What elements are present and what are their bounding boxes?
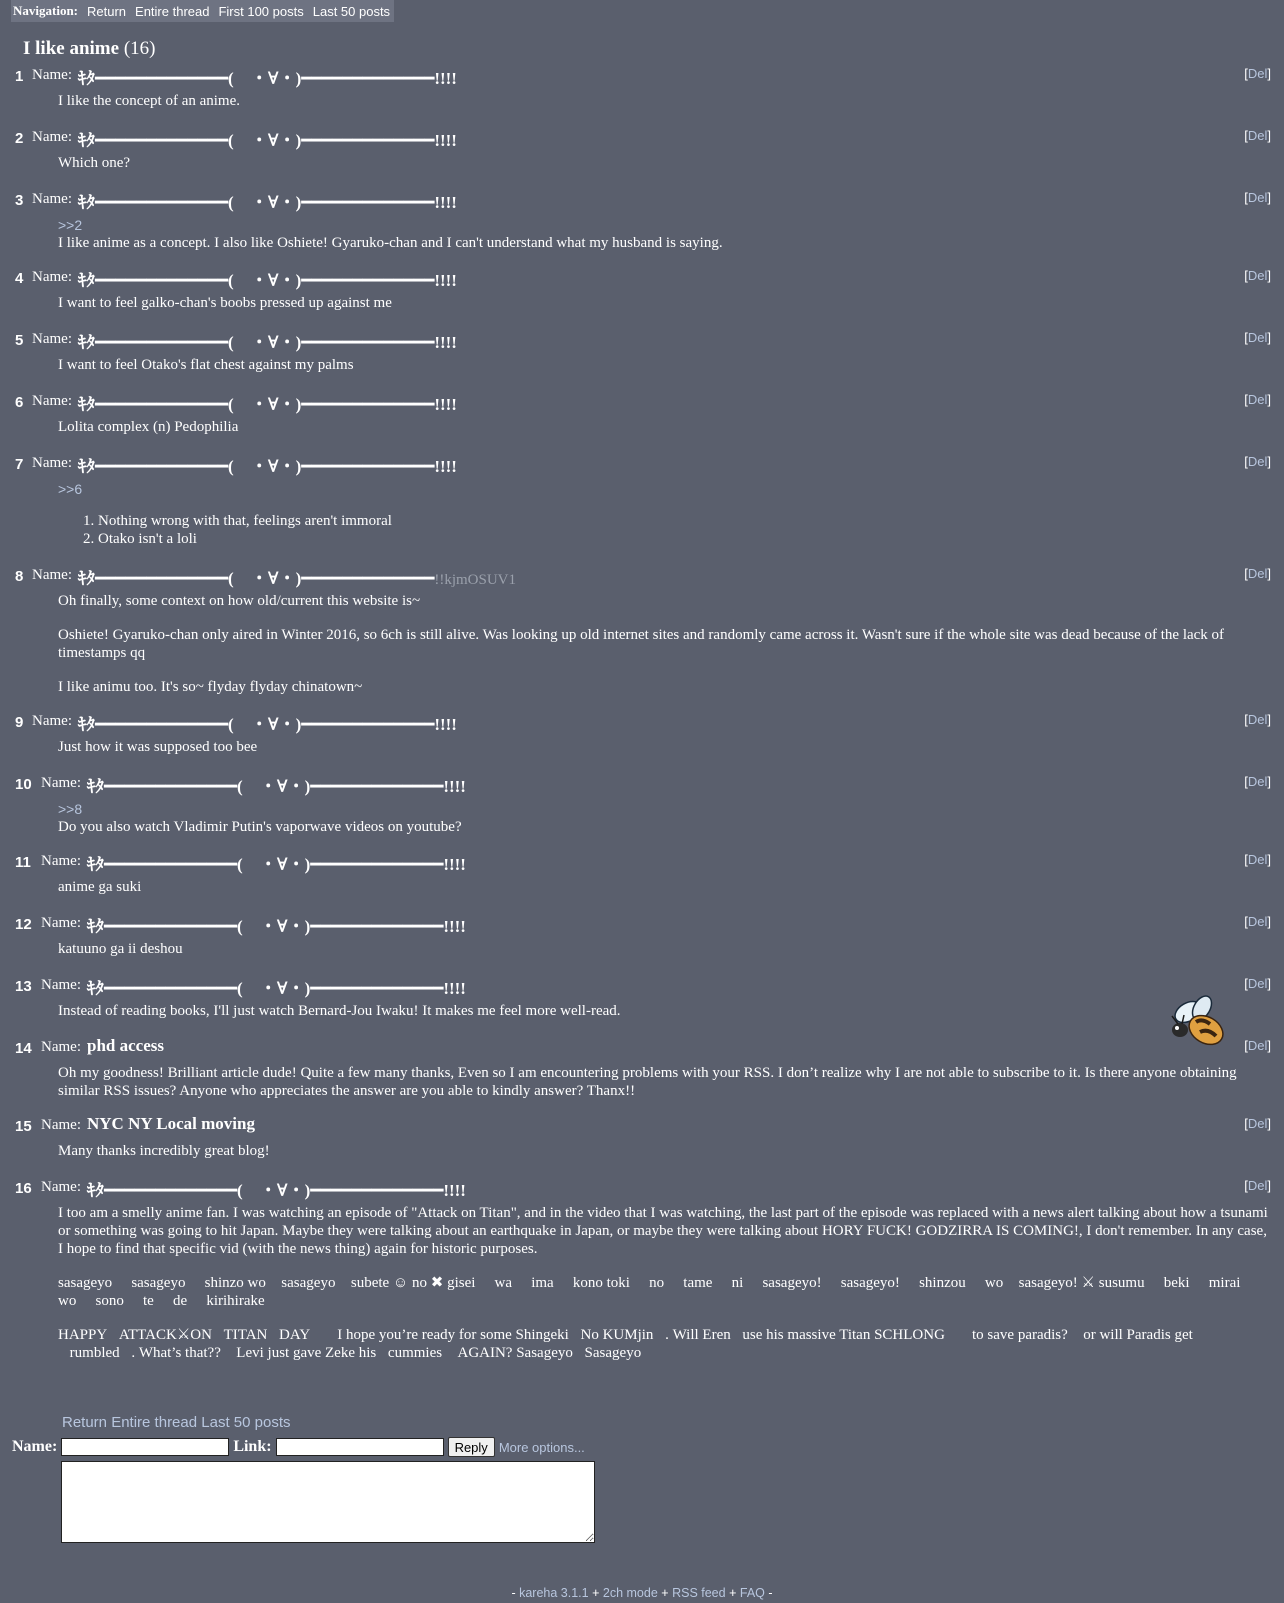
reply-form: [12, 1437, 585, 1457]
delete-link[interactable]: Del: [1247, 454, 1268, 469]
post-header: [0, 390, 1284, 412]
post-header: [0, 1176, 1284, 1198]
post-body: [58, 288, 1272, 312]
post-header: [0, 850, 1284, 872]
post-9: [0, 710, 1284, 756]
post-number[interactable]: 11: [15, 854, 31, 871]
post-number[interactable]: 14: [15, 1040, 32, 1057]
post-author-text: ｷﾀ━━━━━━━━━━━━━( ・∀・)━━━━━━━━━━━━━!!!!: [78, 715, 457, 734]
post-number[interactable]: 5: [15, 332, 24, 349]
list-item: 1. Nothing wrong with that, feelings aren't immoral: [98, 512, 1272, 530]
post-author-text: ｷﾀ━━━━━━━━━━━━━( ・∀・)━━━━━━━━━━━━━!!!!: [87, 979, 466, 998]
post-3: [0, 188, 1284, 252]
delete-control: [Del]: [1244, 1038, 1271, 1053]
quote-link[interactable]: >>6: [58, 481, 83, 497]
post-name-label: Name:: [32, 67, 72, 83]
post-body: [58, 794, 1272, 836]
nav-link-entire-thread[interactable]: Entire thread: [135, 3, 210, 19]
delete-control: [Del]: [1244, 268, 1271, 283]
delete-control: [Del]: [1244, 914, 1271, 929]
post-paragraph: Instead of reading books, I'll just watch Bernard-Jou Iwaku! It makes me feel more well-read.: [58, 1003, 621, 1019]
post-name-label: Name:: [32, 455, 72, 471]
post-body: [58, 86, 1272, 110]
quote-link[interactable]: >>8: [58, 801, 83, 817]
post-author-name: [87, 912, 466, 937]
post-body: [58, 1198, 1272, 1362]
post-number[interactable]: 15: [15, 1118, 32, 1135]
thread-title-text: I like anime: [23, 38, 120, 59]
post-name-label: Name:: [41, 1117, 81, 1133]
post-author-name: [87, 1114, 255, 1134]
post-author-text: ｷﾀ━━━━━━━━━━━━━( ・∀・)━━━━━━━━━━━━━!!!!: [87, 777, 466, 796]
post-paragraph: sasageyo 􏿾 sasageyo 􏿾 shinzo wo 􏿾sasageyo􏿾 subete ☺ no ✖ gisei 􏿾 wa 􏿾 ima 􏿾 kono toki 􏿾 no 􏿾 tame 􏿾 ni 􏿾 sasageyo! 􏿾 sasageyo! 􏿾 shinzou 􏿾 wo 􏿾sasageyo! ⚔ susumu 􏿾 beki 􏿾 mirai 􏿾 wo 􏿾 sono 􏿾 te 􏿾 de 􏿾 kirihirake 􏿾: [58, 1275, 1256, 1309]
post-ordered-list: [58, 512, 1272, 548]
post-number[interactable]: 3: [15, 192, 24, 209]
post-paragraph: Many thanks incredibly great blog!: [58, 1143, 270, 1159]
comment-textarea[interactable]: [61, 1461, 595, 1543]
more-options-link[interactable]: More options...: [498, 1439, 585, 1455]
footer-link-rss[interactable]: RSS feed: [672, 1586, 726, 1600]
post-author-text: ｷﾀ━━━━━━━━━━━━━( ・∀・)━━━━━━━━━━━━━!!!!: [87, 1181, 466, 1200]
link-field-label: Link:: [233, 1438, 272, 1455]
post-name-label: Name:: [32, 191, 72, 207]
post-paragraph: Just how it was supposed too bee: [58, 739, 258, 755]
post-body: [58, 1058, 1272, 1100]
post-author-name: [78, 564, 516, 589]
post-author-text: ｷﾀ━━━━━━━━━━━━━( ・∀・)━━━━━━━━━━━━━!!!!: [78, 395, 457, 414]
delete-control: [Del]: [1244, 128, 1271, 143]
post-name-label: Name:: [41, 775, 81, 791]
delete-link[interactable]: Del: [1247, 268, 1268, 283]
bottom-link-last-50[interactable]: Last 50 posts: [201, 1414, 291, 1431]
post-body: [58, 872, 1272, 896]
post-name-label: Name:: [32, 393, 72, 409]
bottom-navigation: [62, 1414, 291, 1431]
post-paragraph: Oh finally, some context on how old/current this website is~: [58, 593, 421, 609]
delete-link[interactable]: Del: [1247, 392, 1268, 407]
post-header: [0, 710, 1284, 732]
post-author-name: [78, 126, 457, 151]
post-paragraph: Oshiete! Gyaruko-chan only aired in Winter 2016, so 6ch is still alive. Was looking up old internet sites and randomly came across it. Wasn't sure if the whole site was dead because of the lack of timestamps qq: [58, 627, 1225, 661]
delete-control: [Del]: [1244, 774, 1271, 789]
post-paragraph: anime ga suki: [58, 879, 142, 895]
post-5: [0, 328, 1284, 374]
delete-control: [Del]: [1244, 712, 1271, 727]
footer-sep: +: [592, 1586, 600, 1600]
post-header: [0, 1036, 1284, 1058]
post-body: [58, 996, 1272, 1020]
delete-link[interactable]: Del: [1247, 566, 1268, 581]
post-body: [58, 934, 1272, 958]
post-header: [0, 974, 1284, 996]
thread-post-count: (16): [123, 38, 156, 59]
bee-image: [1166, 994, 1232, 1052]
name-field[interactable]: [61, 1438, 229, 1456]
post-2: [0, 126, 1284, 172]
post-author-text: ｷﾀ━━━━━━━━━━━━━( ・∀・)━━━━━━━━━━━━━!!!!: [78, 193, 457, 212]
post-paragraph: I too am a smelly anime fan. I was watching an episode of "Attack on Titan", and in the video that I was watching, the last part of the episode was replaced with a news alert talking about how a tsunami or something was going to hit Japan. Maybe they were talking about an earthquake in Japan, or maybe they were talking about HORY FUCK! GODZIRRA IS COMING!, I don't remember. In any case, I hope to find that specific vid (with the news thing) again for historic purposes.: [58, 1205, 1268, 1257]
post-body: [58, 586, 1272, 696]
delete-link[interactable]: Del: [1247, 852, 1268, 867]
post-author-name: [87, 850, 466, 875]
post-header: [0, 188, 1284, 210]
delete-control: [Del]: [1244, 566, 1271, 581]
post-author-name: [87, 974, 466, 999]
delete-link[interactable]: Del: [1247, 774, 1268, 789]
thread-title: [23, 38, 155, 60]
post-header: [0, 912, 1284, 934]
delete-control: [Del]: [1244, 454, 1271, 469]
post-body: [58, 732, 1272, 756]
post-body: [58, 148, 1272, 172]
post-number[interactable]: 13: [15, 978, 32, 995]
post-name-label: Name:: [32, 331, 72, 347]
post-author-name: [78, 328, 457, 353]
link-field[interactable]: [276, 1438, 444, 1456]
post-10: [0, 772, 1284, 836]
post-header: [0, 126, 1284, 148]
post-name-label: Name:: [41, 915, 81, 931]
footer-sep: +: [729, 1586, 737, 1600]
post-7: [0, 452, 1284, 548]
delete-control: [Del]: [1244, 1116, 1271, 1131]
post-tripcode: !!kjmOSUV1: [434, 572, 516, 588]
delete-control: [Del]: [1244, 392, 1271, 407]
post-author-name: [78, 390, 457, 415]
name-field-label: Name:: [12, 1438, 58, 1455]
delete-link[interactable]: Del: [1247, 914, 1268, 929]
delete-link[interactable]: Del: [1247, 330, 1268, 345]
post-header: [0, 64, 1284, 86]
post-14: [0, 1036, 1284, 1100]
post-author-text: ｷﾀ━━━━━━━━━━━━━( ・∀・)━━━━━━━━━━━━━!!!!: [78, 271, 457, 290]
post-name-label: Name:: [32, 129, 72, 145]
delete-control: [Del]: [1244, 66, 1271, 81]
footer: - kareha 3.1.1 + 2ch mode + RSS feed + FAQ -: [511, 1586, 773, 1600]
post-paragraph: I like animu too. It's so~ flyday flyday chinatown~: [58, 679, 363, 695]
post-header: [0, 328, 1284, 350]
delete-link[interactable]: Del: [1247, 1178, 1268, 1193]
post-author-text: ｷﾀ━━━━━━━━━━━━━( ・∀・)━━━━━━━━━━━━━!!!!: [78, 69, 457, 88]
post-4: [0, 266, 1284, 312]
quote-link[interactable]: >>2: [58, 217, 83, 233]
post-author-name: [78, 64, 457, 89]
post-header: [0, 772, 1284, 794]
delete-control: [Del]: [1244, 1178, 1271, 1193]
post-paragraph: Which one?: [58, 155, 131, 171]
post-header: [0, 266, 1284, 288]
post-number[interactable]: 1: [15, 68, 24, 85]
navigation-label: Navigation:: [13, 3, 78, 18]
post-author-name: [78, 188, 457, 213]
delete-link[interactable]: Del: [1247, 712, 1268, 727]
post-15: [0, 1114, 1284, 1160]
post-author-text: ｷﾀ━━━━━━━━━━━━━( ・∀・)━━━━━━━━━━━━━!!!!: [78, 333, 457, 352]
post-author-text: NYC NY Local moving: [87, 1114, 255, 1133]
post-number[interactable]: 2: [15, 130, 24, 147]
post-paragraph: Do you also watch Vladimir Putin's vaporwave videos on youtube?: [58, 819, 462, 835]
post-author-text: ｷﾀ━━━━━━━━━━━━━( ・∀・)━━━━━━━━━━━━━!!!!: [78, 131, 457, 150]
post-paragraph: I like anime as a concept. I also like Oshiete! Gyaruko-chan and I can't understand what my husband is saying.: [58, 235, 723, 251]
post-author-name: [87, 772, 466, 797]
delete-control: [Del]: [1244, 852, 1271, 867]
post-header: [0, 564, 1284, 586]
post-header: [0, 452, 1284, 474]
nav-link-return[interactable]: Return: [87, 3, 127, 19]
reply-button[interactable]: Reply: [448, 1437, 495, 1457]
bottom-link-return[interactable]: Return: [62, 1414, 108, 1431]
post-12: [0, 912, 1284, 958]
delete-link[interactable]: Del: [1247, 190, 1268, 205]
post-header: [0, 1114, 1284, 1136]
post-author-name: [87, 1036, 164, 1056]
delete-control: [Del]: [1244, 190, 1271, 205]
post-name-label: Name:: [41, 853, 81, 869]
post-author-name: [87, 1176, 466, 1201]
post-name-label: Name:: [32, 567, 72, 583]
post-6: [0, 390, 1284, 436]
footer-link-kareha[interactable]: kareha 3.1.1: [519, 1586, 589, 1600]
post-body: [58, 210, 1272, 252]
post-body: [58, 350, 1272, 374]
delete-link[interactable]: Del: [1247, 976, 1268, 991]
post-paragraph: I want to feel galko-chan's boobs pressed up against me: [58, 295, 392, 311]
post-author-text: ｷﾀ━━━━━━━━━━━━━( ・∀・)━━━━━━━━━━━━━!!!!: [87, 917, 466, 936]
post-name-label: Name:: [41, 977, 81, 993]
post-author-text: phd access: [87, 1036, 164, 1055]
post-name-label: Name:: [32, 713, 72, 729]
delete-link[interactable]: Del: [1247, 1038, 1268, 1053]
post-13: [0, 974, 1284, 1020]
delete-link[interactable]: Del: [1247, 128, 1268, 143]
post-paragraph: HAPPY􏿾ATTACK⚔ON􏿾TITAN􏿾DAY􏿾􏿾 I hope you’re ready for some Shingeki􏿾No KUMjin􏿾. Will Eren􏿾use his massive Titan SCHLONG􏿾􏿾 to save paradis?􏿾 or will Paradis get 􏿾rumbled􏿾. What’s that??􏿾 Levi just gave Zeke his􏿾cummies􏿾 AGAIN? Sasageyo􏿾Sasageyo􏿾􏿾: [58, 1327, 1193, 1361]
post-16: [0, 1176, 1284, 1362]
post-name-label: Name:: [32, 269, 72, 285]
delete-link[interactable]: Del: [1247, 1116, 1268, 1131]
delete-link[interactable]: Del: [1247, 66, 1268, 81]
post-1: [0, 64, 1284, 110]
post-number[interactable]: 10: [15, 776, 32, 793]
nav-link-first-100[interactable]: First 100 posts: [218, 3, 304, 19]
post-author-name: [78, 266, 457, 291]
post-author-text: ｷﾀ━━━━━━━━━━━━━( ・∀・)━━━━━━━━━━━━━!!!!: [87, 855, 466, 874]
delete-control: [Del]: [1244, 330, 1271, 345]
post-paragraph: Lolita complex (n) Pedophilia: [58, 419, 239, 435]
post-body: [58, 1136, 1272, 1160]
post-body: [58, 474, 1272, 548]
post-author-text: ｷﾀ━━━━━━━━━━━━━( ・∀・)━━━━━━━━━━━━━: [78, 569, 435, 588]
post-paragraph: Oh my goodness! Brilliant article dude! Quite a few many thanks, Even so I am encountering problems with your RSS. I don’t realize why I are not able to subscribe to it. Is there anyone obtaining similar RSS issues? Anyone who appreciates the answer are you able to kindly answer? Thanx!!: [58, 1065, 1237, 1099]
post-paragraph: I want to feel Otako's flat chest against my palms: [58, 357, 354, 373]
footer-link-2ch-mode[interactable]: 2ch mode: [602, 1586, 658, 1600]
post-number[interactable]: 8: [15, 568, 24, 585]
post-name-label: Name:: [41, 1179, 81, 1195]
post-number[interactable]: 12: [15, 916, 32, 933]
bottom-link-entire-thread[interactable]: Entire thread: [111, 1414, 198, 1431]
navigation-bar: [11, 0, 394, 22]
post-paragraph: I like the concept of an anime.: [58, 93, 241, 109]
post-11: [0, 850, 1284, 896]
post-author-name: [78, 710, 457, 735]
post-author-text: ｷﾀ━━━━━━━━━━━━━( ・∀・)━━━━━━━━━━━━━!!!!: [78, 457, 457, 476]
post-paragraph: katuuno ga ii deshou: [58, 941, 183, 957]
post-name-label: Name:: [41, 1039, 81, 1055]
post-number[interactable]: 7: [15, 456, 24, 473]
footer-link-faq[interactable]: FAQ: [739, 1586, 765, 1600]
post-author-name: [78, 452, 457, 477]
nav-link-last-50[interactable]: Last 50 posts: [312, 3, 391, 19]
post-number[interactable]: 9: [15, 714, 24, 731]
post-number[interactable]: 4: [15, 270, 24, 287]
post-number[interactable]: 6: [15, 394, 24, 411]
post-number[interactable]: 16: [15, 1180, 32, 1197]
post-8: [0, 564, 1284, 696]
delete-control: [Del]: [1244, 976, 1271, 991]
footer-sep: +: [661, 1586, 669, 1600]
list-item: 2. Otako isn't a loli: [98, 530, 1272, 548]
post-body: [58, 412, 1272, 436]
